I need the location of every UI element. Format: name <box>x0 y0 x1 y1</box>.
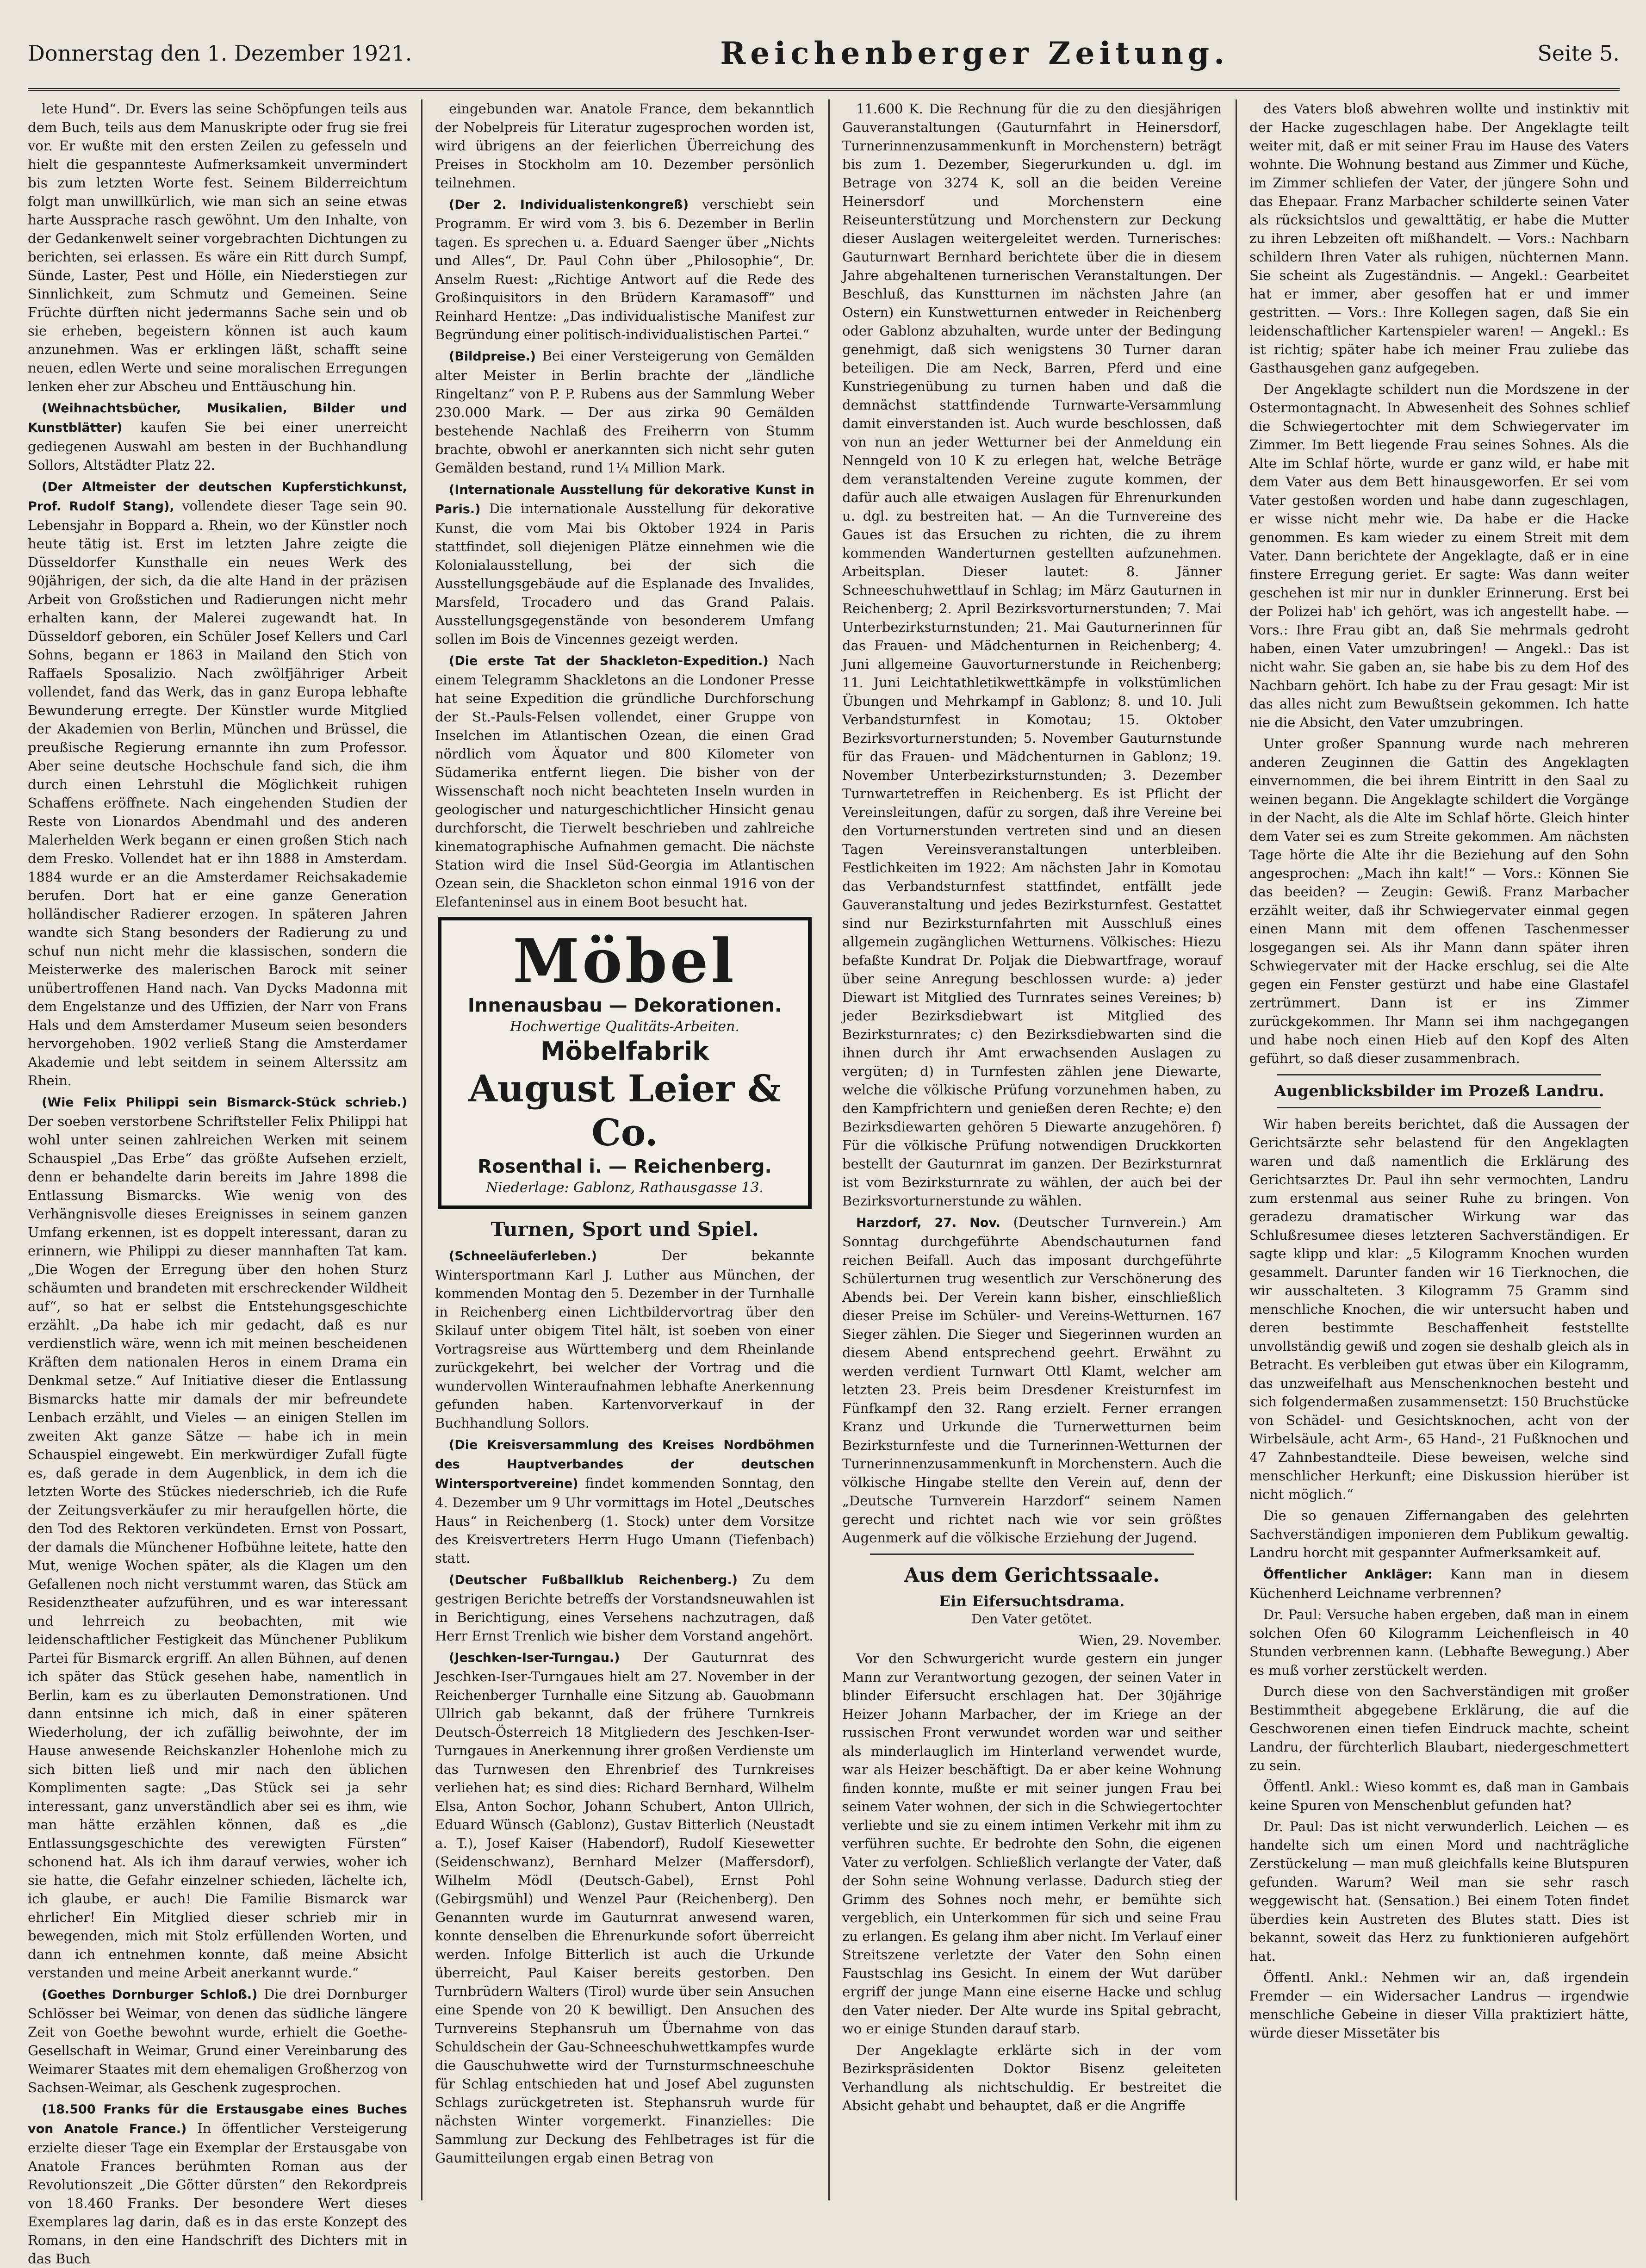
article-ausstellung-paris <box>435 480 814 648</box>
article-heading: (Die Kreisversammlung des Kreises Nordböhmen des Hauptverbandes der deutschen Wintersportvereine) <box>435 1438 814 1491</box>
article-text: Kann man in diesem Küchenherd Leichname verbrennen? <box>1249 1566 1629 1601</box>
article-kreisversammlung <box>435 1435 814 1567</box>
article-eifersucht-continued: des Vaters bloß abwehren wollte und instinktiv mit der Hacke zugeschlagen habe. Der Angeklagte teilt weiter mit, daß er mit seiner Frau im Hause des Vaters wohnte. Die Wohnung bestand aus Zimmer und Küche, im Zimmer schliefen der Vater, der jüngere Sohn und das Ehepaar. Franz Marbacher schilderte seinen Vater als rücksichtslos und gewalttätig, er habe die Mutter zu ihren Lebzeiten oft mißhandelt. — Vors.: Nachbarn schildern Ihren Vater als ruhigen, nüchternen Mann. Sie scheint als Zugeständnis. — Angekl.: Gearbeitet hat er immer, aber gesoffen hat er und immer gestritten. — Vors.: Ihre Kollegen sagen, daß Sie ein leidenschaftlicher Kartenspieler waren! — Angekl.: Es ist richtig; später habe ich meiner Frau zuliebe das Gasthausgehen ganz aufgegeben. <box>1249 101 1629 376</box>
article-heading: (Deutscher Fußballklub Reichenberg.) <box>449 1573 738 1587</box>
section-divider <box>1277 1074 1601 1075</box>
article-heading: (Schneeläuferleben.) <box>449 1249 597 1263</box>
masthead <box>28 19 1620 91</box>
article-text: Der soeben verstorbene Schriftsteller Felix Philippi hat wohl unter seinen zahlreichen Werken mit seinem Schauspiel „Das Erbe“ das größte Aufsehen erzielt, denn er behandelte darin bereits im Jahre 1898 die Entlassung Bismarcks. Wie wenig von des Verhängnisvolle dieses Ereignisses in seinem ganzen Umfang erkennen, ist es doppelt interessant, daran zu erinnern, wie Philippi zu dieser mannhaften Tat kam. „Die Wogen der Erregung über den hohen Sturz schäumten und brandeten mit erschreckender Wildheit auf“, so hat er selbst die Entstehungsgeschichte erzählt. „Da habe ich mir gedacht, daß es nur verdienstlich wäre, wenn ich mit meinen bescheidenen Kräften dem nationalen Heros in einem Drama ein Denkmal setze.“ Auf Initiative dieser die Entlassung Bismarcks hatte mir damals der mir befreundete Lenbach erzählt, und Vieles — an einigen Stellen im zweiten Akt ganze Sätze — habe ich in mein Schauspiel eingewebt. Ein merkwürdiger Zufall fügte es, daß gerade in dem Augenblick, in dem ich die letzten Worte des Stückes niederschrieb, ich die Rufe der Zeitungsverkäufer zu mir heraufgellen hörte, die den Tod des Rektoren verkündeten. Ernst von Possart, der damals die Münchener Hofbühne leitete, hatte den Mut, wenige Wochen später, als die Klagen um den Gefallenen noch nicht verstummt waren, das Stück am Residenztheater aufzuführen, und es war interessant und lehrreich zu beobachten, mit wie leidenschaftlicher Festigkeit das Münchener Publikum Partei für Bismarck ergriff. An allen Bühnen, auf denen ich später das Stück gesehen habe, namentlich in Berlin, kam es zu überlauten Demonstrationen. Und dann entsinne ich mich, daß in einer späteren Wiederholung, der ich zufällig beiwohnte, der im Hause anwesende Reichskanzler Hohenlohe mich zu sich bitten ließ und mir nach den üblichen Komplimenten sagte: „Das Stück sei ja sehr interessant, ganz unverständlich aber sei es ihm, wie man hätte erzählen können, daß es „die Entlassungsgeschichte des verewigten Fürsten“ schonend hat. Als ich ihm darauf verwies, woher ich sie hatte, die Gefahr einzelner schieden, lächelte ich, ich glaube, er auch! Die Familie Bismarck war ehrlicher! Ein Mitglied dieser schrieb mir in bewegenden, mich mit Stolz erfüllenden Worten, und dann ich entnehmen konnte, daß meine Absicht verstanden und meine Arbeit anerkannt wurde.“ <box>28 1113 407 1981</box>
ad-company-type: Möbelfabrik <box>540 1037 709 1066</box>
article-heading: (Bildpreise.) <box>449 349 536 364</box>
article-heading: (Wie Felix Philippi sein Bismarck-Stück schrieb.) <box>42 1095 407 1110</box>
column-divider <box>1236 99 1237 2200</box>
article-landru-p8: Durch diese von den Sachverständigen mit großer Bestimmtheit abgegebene Erklärung, die auf die Geschworenen einen tiefen Eindruck machte, scheint Landru, der fürchterlich Blaubart, niedergeschmettert zu sein. <box>1249 1684 1629 1773</box>
article-mordszene: Der Angeklagte schildert nun die Mordszene in der Ostermontagnacht. In Abwesenheit des Sohnes schlief die Schwiegertochter mit dem Schwiegervater im Zimmer. Im Bett liegende Frau seines Sohnes. Als die Alte im Schlaf hörte, wurde er ganz wild, er habe mit dem Vater aus dem Bett hinausgeworfen. Er sei vom Vater gestoßen worden und habe dann zugeschlagen, er wisse nicht mehr wie. Da habe er die Hacke genommen. Es kam wieder zu einem Streit mit dem Vater. Dann berichtete der Angeklagte, daß er in eine finstere Erregung geriet. Er sagte: Was dann weiter geschehen ist mir nur in dunkler Erinnerung. Erst bei der Polizei hab' ich gehört, was ich angestellt habe. — Vors.: Ihre Frau gibt an, daß Sie mehrmals gedroht haben, einen Vater umzubringen! — Angekl.: Das ist nicht wahr. Sie gaben an, sie habe bis zu dem Hof des Nachbarn gehört. Ich habe zu der Frau gesagt: Mir ist das alles nicht zum Bewußtsein gekommen. Ich hatte nie die Absicht, den Vater umzubringen. <box>1249 381 1629 730</box>
section-title-court: Aus dem Gerichtssaale. <box>904 1564 1160 1586</box>
article-heading: (18.500 Franks für die Erstausgabe eines Buches von Anatole France.) <box>28 2102 407 2136</box>
advertisement-moebel <box>438 917 812 1209</box>
ad-company-name: August Leier & Co. <box>468 1067 781 1154</box>
article-stang <box>28 477 407 1090</box>
article-text: vollendete dieser Tage sein 90. Lebensjahr in Boppard a. Rhein, wo der Künstler noch heute tätig ist. Erst im letzten Jahre zeigte die Düsseldorfer Kunsthalle ein neues Werk des 90jährigen, der sich, da die alte Hand in der präzisen Arbeit von Großstichen und Radierungen nicht mehr erhalten kann, der Malerei zugewandt hat. In Düsseldorf geboren, ein Schüler Josef Kellers und Carl Sohns, begann er 1863 in Mailand den Stich von Raffaels Sposalizio. Nach zwölfjähriger Arbeit vollendet, fand das Werk, das in ganz Europa lebhafte Bewunderung erregte. Der Künstler wurde Mitglied der Akademien von Berlin, München und Brüssel, die preußische Regierung ernannte ihn zum Professor. Aber seine deutsche Hochschule fand sich, die ihm durch einen Lehrstuhl die Möglichkeit ruhigen Schaffens eröffnete. Nach eingehenden Studien der Reste von Lionardos Abendmahl und des anderen Malerhelden Werk begann er einen großen Stich nach dem Fresko. Vollendet hat er ihn 1888 in Amsterdam. 1884 wurde er an die Amsterdamer Reichsakademie berufen. Dort hat er eine ganze Generation holländischer Radierer erzogen. In späteren Jahren wandte sich Stang besonders der Radierung zu und schuf nun nicht mehr die klassischen, sondern die Meisterwerke des malerischen Barock mit seiner unübertroffenen Hand nach. Van Dycks Madonna mit dem Engelstanze und des Uffizien, der Narr von Frans Hals und dem Amsterdamer Museum seien besonders hervorgehoben. 1902 verließ Stang die Amsterdamer Akademie und lebt seitdem in seinem Alterssitz am Rhein. <box>28 498 408 1088</box>
article-subheadline: Den Vater getötet. <box>971 1611 1093 1627</box>
article-schneelaeufer <box>435 1246 814 1432</box>
ad-locations: Rosenthal i. — Reichenberg. <box>478 1156 772 1177</box>
article-landru-p10: Dr. Paul: Das ist nicht verwunderlich. Leichen — es handelte sich um einen Mord und nachträgliche Zerstückelung — man muß gleichfalls keine Blutspuren gefunden. Warum? Weil man sie sehr rasch weggewischt hat. (Sensation.) Bei einem Toten findet überdies kein Austreten des Blutes statt. Dies ist bekannt, soweit das Herz zu funktionieren aufgehört hat. <box>1249 1819 1629 1964</box>
article-heading: (Der 2. Individualistenkongreß) <box>449 198 689 212</box>
article-landru-p6 <box>1249 1565 1629 1603</box>
ad-services: Innenausbau — Dekorationen. <box>467 995 782 1016</box>
article-landru-p11: Öffentl. Ankl.: Nehmen wir an, daß irgendein Fremder — ein Widersacher Landrus — irgendwie menschliche Gebeine in dieser Villa praktiziert hätte, würde dieser Missetäter bis <box>1249 1970 1629 2041</box>
article-text: Der Gauturnrat des Jeschken-Iser-Turngaues hielt am 27. November in der Reichenberger Turnhalle eine Sitzung ab. Gauobmann Ullrich gab bekannt, daß der frühere Turnkreis Deutsch-Österreich 18 Mitgliedern des Jeschken-Iser-Turngaues in Anerkennung ihrer großen Verdienste um das Turnwesen den Ehrenbrief des Turnkreises verliehen hat; es sind dies: Richard Bernhard, Wilhelm Elsa, Anton Sochor, Johann Schubert, Anton Ullrich, Eduard Wünsch (Gablonz), Gustav Bitterlich (Neustadt a. T.), Josef Kaiser (Habendorf), Rudolf Kiesewetter (Seidenschwanz), Bernhard Melzer (Maffersdorf), Wilhelm Mödl (Deutsch-Gabel), Ernst Pohl (Gebirgsmühl) und Wenzel Paur (Reichenberg). Den Genannten wurde im Gauturnrat anwesend waren, konnte denselben die Ehrenurkunde sofort überreicht werden. Infolge Bitterlich ist auch die Urkunde überreicht, Paul Kaiser bereits gestorben. Den Turnbrüdern Walters (Tirol) wurde über sein Ansuchen eine Spende von 20 K bewilligt. Den Ansuchen des Turnvereins Stephansruh um Übernahme von das Schuldschein der Gau-Schneeschuhwettkampfes wurde die Gauschuhwette wird der Turnsturmschneeschuhe für Schlag entschieden hat und Josef Abel zugunsten Schlags zurückgetreten ist. Stephansruh wurde für nächsten Winter vorgemerkt. Finanzielles: Die Sammlung zur Deckung des Fehlbetrages ist für die Gaumitteilungen ergab einen Betrag von <box>435 1649 815 2166</box>
article-landru-p5: Die so genauen Ziffernangaben des gelehrten Sachverständigen imponieren dem Publikum gewaltig. Landru horcht mit gespannter Aufmerksamkeit auf. <box>1249 1508 1629 1560</box>
section-title-landru: Augenblicksbilder im Prozeß Landru. <box>1274 1082 1604 1100</box>
notice-weihnachtsbuecher <box>28 398 407 474</box>
article-shackleton <box>435 651 814 911</box>
issue-date: Donnerstag den 1. Dezember 1921. <box>28 41 412 66</box>
article-dateline: Harzdorf, 27. Nov. <box>856 1216 1000 1230</box>
article-heading: (Der Altmeister der deutschen Kupferstichkunst, Prof. Rudolf Stang), <box>28 480 407 514</box>
column-1 <box>28 99 408 2267</box>
article-france-auction <box>28 2100 407 2268</box>
section-title-sport: Turnen, Sport und Spiel. <box>491 1218 759 1241</box>
article-turngau-continued: 11.600 K. Die Rechnung für die zu den diesjährigen Gauveranstaltungen (Gauturnfahrt in Heinersdorf, Turnerinnenzusammenkunft in Morchenstern) beträgt bis zum 1. Dezember, Siegerurkunden u. dgl. im Betrage von 3274 K, soll an die beiden Vereine Heinersdorf und Morchenstern eine Reiseunterstützung und Morchenstern zur Deckung dieser Auslagen weitergeleitet werden. Turnerisches: Gauturnwart Bernhard berichtete über die in diesem Jahre abgehaltenen turnerischen Veranstaltungen. Der Beschluß, das Kunstturnen im nächsten Jahre (an Ostern) ein Kunstwetturnen entweder in Reichenberg oder Gablonz abzuhalten, wurde unter der Bedingung genehmigt, daß sich wenigstens 30 Turner daran beteiligen. Die am Neck, Barren, Pferd und eine Kunstriegenübung zu turnen haben und daß die demnächst stattfindende Turnwarte-Versammlung damit einverstanden ist. Auch wurde beschlossen, daß von nun an jeder Wetturner bei der Anmeldung ein Nenngeld von 10 K zu erlegen hat, welche Beträge dem veranstaltenden Vereine zugute kommen, der dafür auch alle etwaigen Auslagen für Ehrenurkunden u. dgl. zu bestreiten hat. — An die Turnvereine des Gaues ist das Ersuchen zu richten, die zu ihrem kommenden Wanderturnen gestellten aufzunehmen. Arbeitsplan. Dieser lautet: 8. Jänner Schneeschuhwettlauf in Schlag; im März Gauturnen in Reichenberg; 2. April Bezirksvorturnerstunden; 7. Mai Unterbezirksturnstunden; 21. Mai Gauturnerinnen für das Frauen- und Mädchenturnen in Reichenberg; 4. Juni allgemeine Gauvorturnerstunde in Reichenberg; 11. Juni Leichtathletikwettkämpfe in volkstümlichen Übungen und Mehrkampf in Gablonz; 8. und 10. Juli Verbandsturnfest in Komotau; 15. Oktober Bezirksvorturnerstunden; 5. November Gauturnstunde für das Frauen- und Mädchenturnen in Gablonz; 19. November Unterbezirksturnstunden; 3. Dezember Turnwartetreffen in Reichenberg. Es ist Pflicht der Vereinsleitungen, dafür zu sorgen, daß ihre Vereine bei den Vorturnerstunden vertreten sind und an diesen Tagen Vereinsveranstaltungen unterbleiben. Festlichkeiten im 1922: Am nächsten Jahr in Komotau das Verbandsturnfest stattfindet, entfällt jede Gauveranstaltung und jedes Bezirksturnfest. Gestattet sind nur Bezirksturnfahrten mit Ausschluß eines allgemein zugänglichen Wetturnens. Völkisches: Hiezu befaßte Kundrat Dr. Poljak die Diebwartfrage, worauf über seine Anregung beschlossen wurde: a) jeder Diewart ist Mitglied des Turnrates seines Vereines; b) jeder Bezirksdiebwart ist Mitglied des Bezirksturnrates; c) den Bezirksdiebwarten sind die ihnen durch ihr Amt erwachsenden Auslagen zu vergüten; d) in Turnfesten zählen jene Diewarte, welche die völkische Prüfung vorzunehmen haben, zu den Kampfrichtern und genießen deren Rechte; e) den Bezirksdiewarten gehören 5 Diewarte anzugehören. f) Für die völkische Prüfung notwendigen Druckkorten bestellt der Gauturnrat im ganzen. Der Bezirksturnrat ist vom Bezirksturnrate zu wählen, der auch bei der Bezirksvorturnerstunde zu wählen. <box>842 101 1222 1209</box>
column-4 <box>1249 99 1629 2200</box>
article-dateline: Wien, 29. November. <box>1079 1632 1222 1648</box>
article-philippi <box>28 1093 407 1982</box>
article-text: (Deutscher Turnverein.) Am Sonntag durchgeführte Abendschauturnen fand reichen Beifall. Auch das imposant durchgeführte Schülerturnen trug wesentlich zur Verschönerung des Abends bei. Der Verein kann bisher, einschließlich dieser Preise im Schüler- und Vereins-Wetturnen. 167 Sieger zählen. Die Sieger und Siegerinnen wurden an diesem Abend entsprechend geehrt. Erwähnt zu werden verdient Turnwart Ottl Klamt, welcher am letzten 23. Preis beim Dresdener Kreisturnfest im Fünfkampf den 32. Rang erzielt. Ferner errangen Kranz und Urkunde die Turnerwetturnen beim Bezirksturnfeste und die Turnerinnen-Wetturnen der Turnerinnenzusammenkunft in Morchenstern. Auch die völkische Hingabe stellte den Verein auf, denn der „Deutsche Turnverein Harzdorf“ seinem Namen gerecht und richtet nach wie vor sein größtes Augenmerk auf die völkische Erziehung der Jugend. <box>842 1214 1222 1546</box>
article-bildpreise <box>435 347 814 477</box>
article-eifersucht: Vor den Schwurgericht wurde gestern ein junger Mann zur Verantwortung gezogen, der seinen Vater in blinder Eifersucht erschlagen hat. Der 30jährige Heizer Johann Marbacher, der im Kriege an der russischen Front verwundet worden war und seither als minderlauglich im Hinterland verwendet wurde, war als Heizer beschäftigt. Da er aber keine Wohnung finden konnte, mußte er mit seiner jungen Frau bei seinem Vater wohnen, der sich in die Schwiegertochter verliebte und sie zu einem intimen Verkehr mit ihm zu verführen suchte. Er bedrohte den Sohn, die eigenen Vater zu verfolgen. Schließlich verlangte der Vater, daß der Sohn seine Wohnung verlasse. Dadurch stieg der Grimm des Sohnes noch mehr, er bemühte sich vergeblich, ein Unterkommen für sich und seine Frau zu erlangen. Es gelang ihm aber nicht. Im Verlauf einer Streitszene verletzte der Vater den Sohn einen Faustschlag ins Gesicht. In einem der Wut darüber ergriff der junge Mann eine eiserne Hacke und schlug den Vater nieder. Der Alte wurde ins Spital gebracht, wo er einige Stunden darauf starb. <box>842 1651 1222 2037</box>
ad-store-address: Niederlage: Gablonz, Rathausgasse 13. <box>486 1180 764 1196</box>
article-evers: lete Hund“. Dr. Evers las seine Schöpfungen teils aus dem Buch, teils aus dem Manuskripte oder frug sie frei vor. Er wußte mit den ersten Zeilen zu gefesseln und hielt die gespannteste Aufmerksamkeit unvermindert bis zum letzten Worte fest. Seinem Bilderreichtum folgt man unwillkürlich, wie man sich an seine etwas harte Aussprache rasch gewöhnt. Um den Inhalte, von der Gedankenwelt seiner vorgebrachten Dichtungen zu berichten, sei erlassen. Es wäre ein Ritt durch Sumpf, Sünde, Laster, Pest und Hölle, ein Niederstiegen zur Sinnlichkeit, zum Schmutz und Gemeinen. Seine Früchte dürften nicht jedermanns Sache sein und ob sie erheben, begeistern können ist auch kaum anzunehmen. Was er erklingen läßt, schafft seine neuen, edlen Werte und seine moralischen Erregungen lenken eher zur Abscheu und Enttäuschung hin. <box>28 101 407 394</box>
page-number: Seite 5. <box>1537 41 1620 66</box>
article-text: Nach einem Telegramm Shackletons an die Londoner Presse hat seine Expedition die gründliche Durchforschung der St.-Pauls-Felsen vollendet, einer Gruppe von Inselchen im Atlantischen Ozean, die einen Grad nördlich vom Äquator und 800 Kilometer von Südamerika entfernt liegen. Die bisher von der Wissenschaft noch nicht beachteten Inseln wurden in geologischer und naturgeschichtlicher Hinsicht genau durchforscht, die Tierwelt beschrieben und zahlreiche kinematographische Aufnahmen gemacht. Die nächste Station wird die Insel Süd-Georgia im Atlantischen Ozean sein, die Shackleton schon einmal 1916 von der Elefanteninsel aus in einem Boot besucht hat. <box>435 652 814 910</box>
ad-headline: Möbel <box>513 926 737 996</box>
article-text: findet kommenden Sonntag, den 4. Dezember um 9 Uhr vormittags im Hotel „Deutsches Haus“ in Reichenberg (1. Stock) unter dem Vorsitze des Kreisvertreters Herrn Hugo Umann (Tiefenbach) statt. <box>435 1475 814 1566</box>
article-heading: (Jeschken-Iser-Turngau.) <box>449 1651 620 1665</box>
article-heading: (Internationale Ausstellung für dekorative Kunst in Paris.) <box>435 483 814 516</box>
newspaper-page <box>28 19 1629 2267</box>
notice-heading: (Weihnachtsbücher, Musikalien, Bilder und Kunstblätter) <box>28 401 407 435</box>
article-france-nobel: eingebunden war. Anatole France, dem bekanntlich der Nobelpreis für Literatur zugesprochen worden ist, wird übrigens an der feierlichen Überreichung des Preises in Stockholm am 10. Dezember persönlich teilnehmen. <box>435 101 814 191</box>
section-divider <box>870 1553 1194 1555</box>
article-turngau <box>435 1648 814 2167</box>
notice-text: kaufen Sie bei einer unerreicht gediegenen Auswahl am besten in der Buchhandlung Sollors, Altstädter Platz 22. <box>28 419 407 473</box>
column-divider <box>828 99 830 2200</box>
article-text: Bei einer Versteigerung von Gemälden alter Meister in Berlin brachte der „ländliche Ringeltanz“ von P. P. Rubens aus der Sammlung Weber 230.000 Mark. — Der aus zirka 90 Gemälden bestehende Nachlaß des Freiherrn von Stumm brachte, obwohl er anerkannten sich nicht sehr guten Gemälden bestand, rund 1¼ Million Mark. <box>435 348 814 476</box>
article-text: Die internationale Ausstellung für dekorative Kunst, die vom Mai bis Oktober 1924 in Paris stattfindet, soll diejenigen Plätze einnehmen wie die Kolonialausstellung, bei der sich die Ausstellungsgebäude auf die Esplanade des Invalides, Marsfeld, Trocadero und das Grand Palais. Ausstellungsgegenstände von besonderem Umfang sollen im Bois de Vincennes gezeigt werden. <box>435 501 815 647</box>
section-divider <box>1277 1107 1601 1108</box>
speaker-label: Öffentlicher Ankläger: <box>1263 1567 1433 1582</box>
article-dornburg <box>28 1985 407 2097</box>
article-text: Zu dem gestrigen Berichte betreffs der Vorstandsneuwahlen ist in Berichtigung, eines Versehens nachzutragen, daß Herr Ernst Trenlich wie bisher dem Vorstand angehört. <box>435 1572 814 1644</box>
article-heading: (Die erste Tat der Shackleton-Expedition.) <box>449 654 769 668</box>
article-landru-p7: Dr. Paul: Versuche haben ergeben, daß man in einem solchen Ofen 60 Kilogramm Leichenfleisch in 40 Stunden verbrennen kann. (Lebhafte Bewegung.) Aber es muß vorher zerstückelt werden. <box>1249 1607 1629 1678</box>
article-text: In öffentlicher Versteigerung erzielte dieser Tage ein Exemplar der Erstausgabe von Anatole Frances berühmten Roman aus der Revolutionszeit „Die Götter dürsten“ den Rekordpreis von 18.460 Franks. Der besondere Wert dieses Exemplares lag darin, daß es in das erste Konzept des Romans, in den eine Handschrift des Dichters mit in das Buch <box>28 2120 408 2267</box>
article-text: Der bekannte Wintersportmann Karl J. Luther aus München, der kommenden Montag den 5. Dezember in der Turnhalle in Reichenberg einen Lichtbildervortrag über den Skilauf unter obigem Titel hält, ist soeben von einer Vortragsreise aus Württemberg und dem Rheinlande zurückgekehrt, bei welcher der Vortrag und die wundervollen Winteraufnahmen lebhafte Anerkennung gefunden haben. Kartenvorverkauf in der Buchhandlung Sollors. <box>435 1248 814 1431</box>
article-text: verschiebt sein Programm. Er wird vom 3. bis 6. Dezember in Berlin tagen. Es sprechen u. a. Eduard Saenger über „Nichts und Alles“, Dr. Paul Cohn über „Philosophie“, Dr. Anselm Ruest: „Richtige Antwort auf die Rede des Großinquisitors in den Brüdern Karamasoff“ und Reinhard Hentze: „Das individualistische Manifest zur Begründung einer politisch-individualistischen Partei.“ <box>435 196 814 342</box>
column-3 <box>842 99 1222 2200</box>
article-harzdorf <box>842 1213 1222 1547</box>
article-landru-p9: Öffentl. Ankl.: Wieso kommt es, daß man in Gambais keine Spuren von Menschenblut gefunden hat? <box>1249 1779 1629 1813</box>
article-headline: Ein Eifersuchtsdrama. <box>939 1592 1125 1610</box>
article-fussballklub <box>435 1570 814 1645</box>
article-eifersucht-trial: Der Angeklagte erklärte sich in der vom Bezirkspräsidenten Doktor Bisenz geleiteten Verhandlung als nichtschuldig. Er bestreitet die Absicht gehabt und behauptet, daß er die Angriffe <box>842 2042 1222 2113</box>
article-individualisten <box>435 195 814 344</box>
ad-tagline: Hochwertige Qualitäts-Arbeiten. <box>509 1019 739 1035</box>
article-text: Die drei Dornburger Schlösser bei Weimar, von denen das südliche längere Zeit von Goethe bewohnt wurde, erhielt die Goethe-Gesellschaft in Weimar, Grund einer Vereinbarung des Weimarer Staates mit dem ehemaligen Großherzog von Sachsen-Weimar, als Geschenk zugesprochen. <box>28 1986 408 2095</box>
article-landru: Wir haben bereits berichtet, daß die Aussagen der Gerichtsärzte sehr belastend für den Angeklagten waren und daß namentlich die Erklärung des Gerichtsarztes Dr. Paul ihn sehr vermochten, Landru zum erstenmal aus seiner Ruhe zu bringen. Von geradezu dramatischer Wirkung war das Schlußresumee dieses letzteren Sachverständigen. Er sagte klipp und klar: „5 Kilogramm Knochen wurden gesammelt. Darunter fanden wir 16 Tierknochen, die wir ausschalteten. 3 Kilogramm 75 Gramm sind menschliche Knochen, die wir untersucht haben und deren bestimmte Beschaffenheit feststellte unvollständig gewiß und zogen sie deshalb gleich als in Betracht. Es verbleiben gut etwas über ein Kilogramm, das unzweifelhaft aus Menschenknochen besteht und sich folgendermaßen zusammensetzt: 150 Bruchstücke von Schädel- und Gesichtsknochen, acht von der Wirbelsäule, acht Arm-, 65 Hand-, 21 Fußknochen und 47 Zahnbestandteile. Diese beweisen, welche sind menschlicher Herkunft; eine Diskussion hierüber ist nicht möglich.“ <box>1249 1116 1629 1502</box>
columns <box>28 99 1629 2267</box>
column-2 <box>435 99 814 2200</box>
newspaper-title: Reichenberger Zeitung. <box>720 35 1230 71</box>
article-heading: (Goethes Dornburger Schloß.) <box>42 1988 258 2002</box>
article-zeugin: Unter großer Spannung wurde nach mehreren anderen Zeuginnen die Gattin des Angeklagten einvernommen, die bei ihrem Eintritt in den Saal zu weinen begann. Die Angeklagte schildert die Vorgänge in der Nacht, als die Alte im Schlaf hörte. Gleich hinter dem Vater sei es zum Streite gekommen. Am nächsten Tage hörte die Alte ihr die Beziehung auf den Sohn angesprochen: „Mach ihn kalt!“ — Vors.: Können Sie das beeiden? — Zeugin: Gewiß. Franz Marbacher erzählt weiter, daß ihr Schwiegervater einmal gegen einen Mann mit dem offenen Taschenmesser losgegangen sei. Als ihr Mann dann später ihren Schwiegervater mit der Hacke erschlug, sei die Alte gegen ein Fenster gestürzt und habe eine Glastafel zertrümmert. Dann ist er ins Zimmer zurückgekommen. Ihr Mann sei ihm nachgegangen und habe noch einen Hieb auf den Kopf des Alten geführt, so daß dieser zusammenbrach. <box>1249 736 1629 1066</box>
column-divider <box>421 99 422 2200</box>
